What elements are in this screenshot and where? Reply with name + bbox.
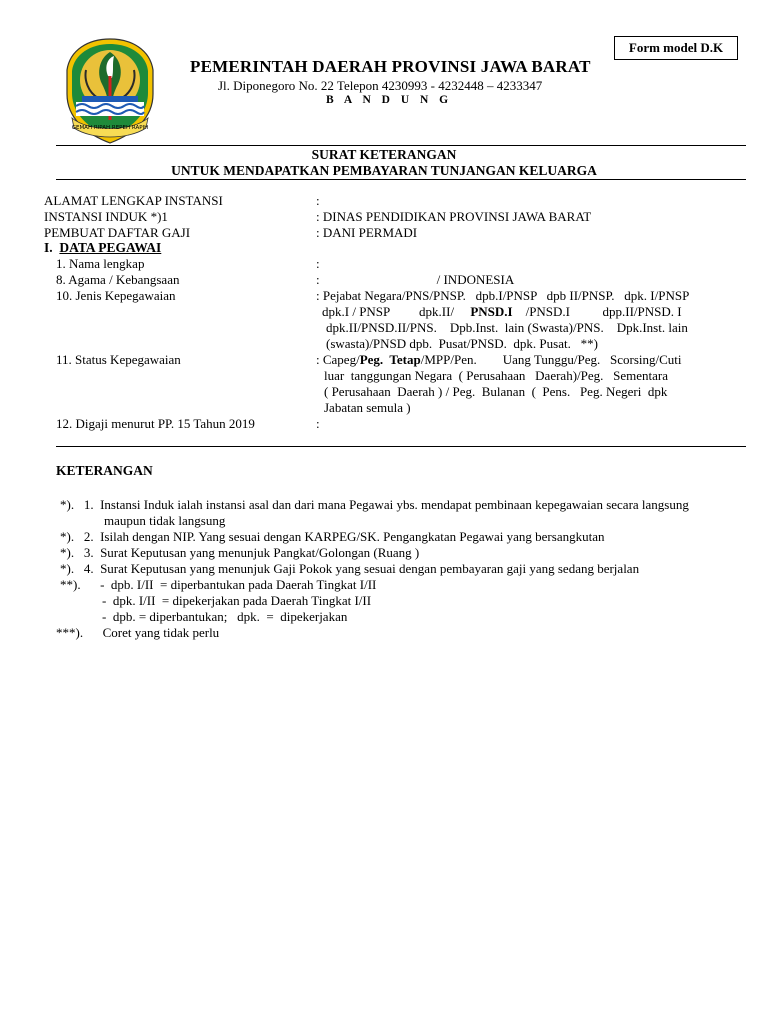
digaji-label: 12. Digaji menurut PP. 15 Tahun 2019 xyxy=(56,416,255,431)
org-address: Jl. Diponegoro No. 22 Telepon 4230993 - 4232448 – 4233347 xyxy=(218,78,543,93)
note-3: *). 3. Surat Keputusan yang menunjuk Pangkat/Golongan (Ruang ) xyxy=(60,545,420,560)
section-title: DATA PEGAWAI xyxy=(59,240,162,255)
section-heading xyxy=(44,240,161,256)
logo-motto: GEMAH RIPAH REPEH RAPIH xyxy=(71,125,149,131)
status-line-1 xyxy=(316,352,682,368)
digaji-colon: : xyxy=(316,416,320,431)
status-line-4: Jabatan semula ) xyxy=(324,400,411,415)
jenis-line-2 xyxy=(322,304,682,320)
pembuat-label: PEMBUAT DAFTAR GAJI xyxy=(44,225,191,240)
note-5c: - dpb. = diperbantukan; dpk. = dipekerjakan xyxy=(102,609,348,624)
status-line-1a: : Capeg/ xyxy=(316,352,360,367)
pembuat-value: : DANI PERMADI xyxy=(316,225,418,240)
header-divider xyxy=(56,145,746,146)
note-6: ***). Coret yang tidak perlu xyxy=(56,625,220,640)
note-1b: maupun tidak langsung xyxy=(104,513,226,528)
jenis-line-4: (swasta)/PNSD dpb. Pusat/PNSD. dpk. Pusat. **) xyxy=(326,336,598,351)
keterangan-heading: KETERANGAN xyxy=(56,463,153,478)
status-line-3: ( Perusahaan Daerah ) / Peg. Bulanan ( Pens. Peg. Negeri dpk xyxy=(324,384,668,399)
note-1a: *). 1. Instansi Induk ialah instansi asal dan dari mana Pegawai ybs. mendapat pembinaan kepegawaian secara langsung xyxy=(60,497,689,512)
status-peg-tetap-bold: Peg. Tetap xyxy=(359,352,421,367)
status-label: 11. Status Kepegawaian xyxy=(56,352,181,367)
form-model-label: Form model D.K xyxy=(614,36,738,60)
jenis-pnsd-bold: PNSD.I xyxy=(470,304,513,319)
note-2: *). 2. Isilah dengan NIP. Yang sesuai dengan KARPEG/SK. Pengangkatan Pegawai yang bersangkutan xyxy=(60,529,605,544)
org-name: PEMERINTAH DAERAH PROVINSI JAWA BARAT xyxy=(190,57,591,76)
note-5b: - dpk. I/II = dipekerjakan pada Daerah Tingkat I/II xyxy=(102,593,372,608)
doc-title: SURAT KETERANGAN xyxy=(311,147,457,162)
jenis-line-1: : Pejabat Negara/PNS/PNSP. dpb.I/PNSP dpb II/PNSP. dpk. I/PNSP xyxy=(316,288,690,303)
alamat-label: ALAMAT LENGKAP INSTANSI xyxy=(44,193,223,208)
org-city: B A N D U N G xyxy=(326,94,453,106)
jenis-line-2c: /PNSD.I dpp.II/PNSD. I xyxy=(512,304,682,319)
nama-label: 1. Nama lengkap xyxy=(56,256,145,271)
nama-colon: : xyxy=(316,256,320,271)
title-divider xyxy=(56,179,746,180)
status-line-2: luar tanggungan Negara ( Perusahaan Daerah)/Peg. Sementara xyxy=(324,368,668,383)
agama-label: 8. Agama / Kebangsaan xyxy=(56,272,180,287)
fields-divider xyxy=(56,446,746,447)
jawa-barat-emblem xyxy=(62,36,158,146)
section-number: I. xyxy=(44,240,53,255)
alamat-colon: : xyxy=(316,193,320,208)
instansi-value: : DINAS PENDIDIKAN PROVINSI JAWA BARAT xyxy=(316,209,592,224)
jenis-label: 10. Jenis Kepegawaian xyxy=(56,288,176,303)
doc-subtitle: UNTUK MENDAPATKAN PEMBAYARAN TUNJANGAN KELUARGA xyxy=(171,163,597,178)
jenis-line-3: dpk.II/PNSD.II/PNS. Dpb.Inst. lain (Swasta)/PNS. Dpk.Inst. lain xyxy=(326,320,688,335)
note-4: *). 4. Surat Keputusan yang menunjuk Gaji Pokok yang sesuai dengan pembayaran gaji yang sedang berjalan xyxy=(60,561,640,576)
jenis-line-2a: dpk.I / PNSP dpk.II/ xyxy=(322,304,471,319)
instansi-label: INSTANSI INDUK *)1 xyxy=(44,209,168,224)
agama-value: : / INDONESIA xyxy=(316,272,515,287)
note-5a: **). - dpb. I/II = diperbantukan pada Daerah Tingkat I/II xyxy=(60,577,377,592)
status-line-1c: /MPP/Pen. Uang Tunggu/Peg. Scorsing/Cuti xyxy=(420,352,682,367)
